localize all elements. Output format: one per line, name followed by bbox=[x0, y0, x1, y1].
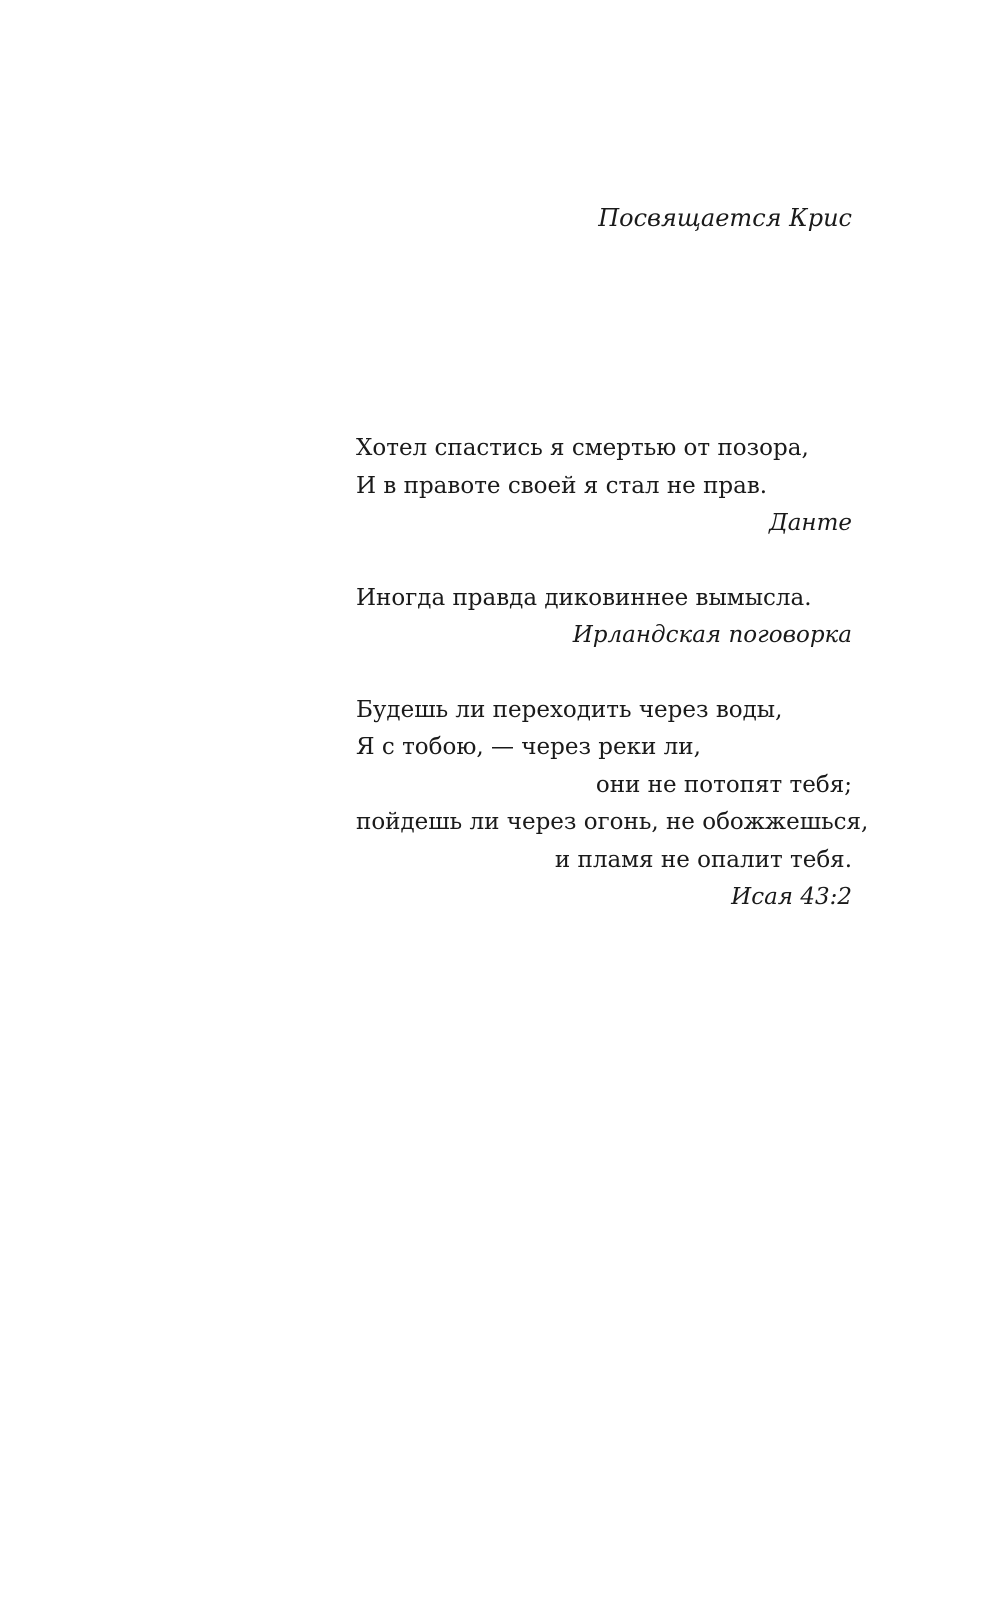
epigraph-line: и пламя не опалит тебя. bbox=[554, 846, 852, 873]
epigraph-attribution: Данте bbox=[769, 510, 852, 536]
epigraph-attribution: Исая 43:2 bbox=[731, 884, 852, 910]
epigraph-dante bbox=[356, 430, 852, 543]
epigraph-attribution: Ирландская поговорка bbox=[572, 622, 852, 648]
epigraphs bbox=[356, 430, 869, 954]
dedication: Посвящается Крис bbox=[598, 204, 852, 232]
epigraph-line: Я с тобою, — через реки ли, bbox=[356, 734, 701, 760]
epigraph-line: Будешь ли переходить через воды, bbox=[356, 696, 783, 723]
epigraph-line: Хотел спастись я смертью от позора, bbox=[356, 435, 809, 461]
epigraph-line: Иногда правда диковиннее вымысла. bbox=[356, 584, 812, 611]
epigraph-isaiah bbox=[356, 692, 869, 917]
epigraph-line: они не потопят тебя; bbox=[595, 771, 852, 798]
epigraph-proverb bbox=[356, 580, 852, 655]
epigraph-line: И в правоте своей я стал не прав. bbox=[356, 472, 768, 499]
epigraph-line: пойдешь ли через огонь, не обожжешься, bbox=[356, 809, 869, 835]
